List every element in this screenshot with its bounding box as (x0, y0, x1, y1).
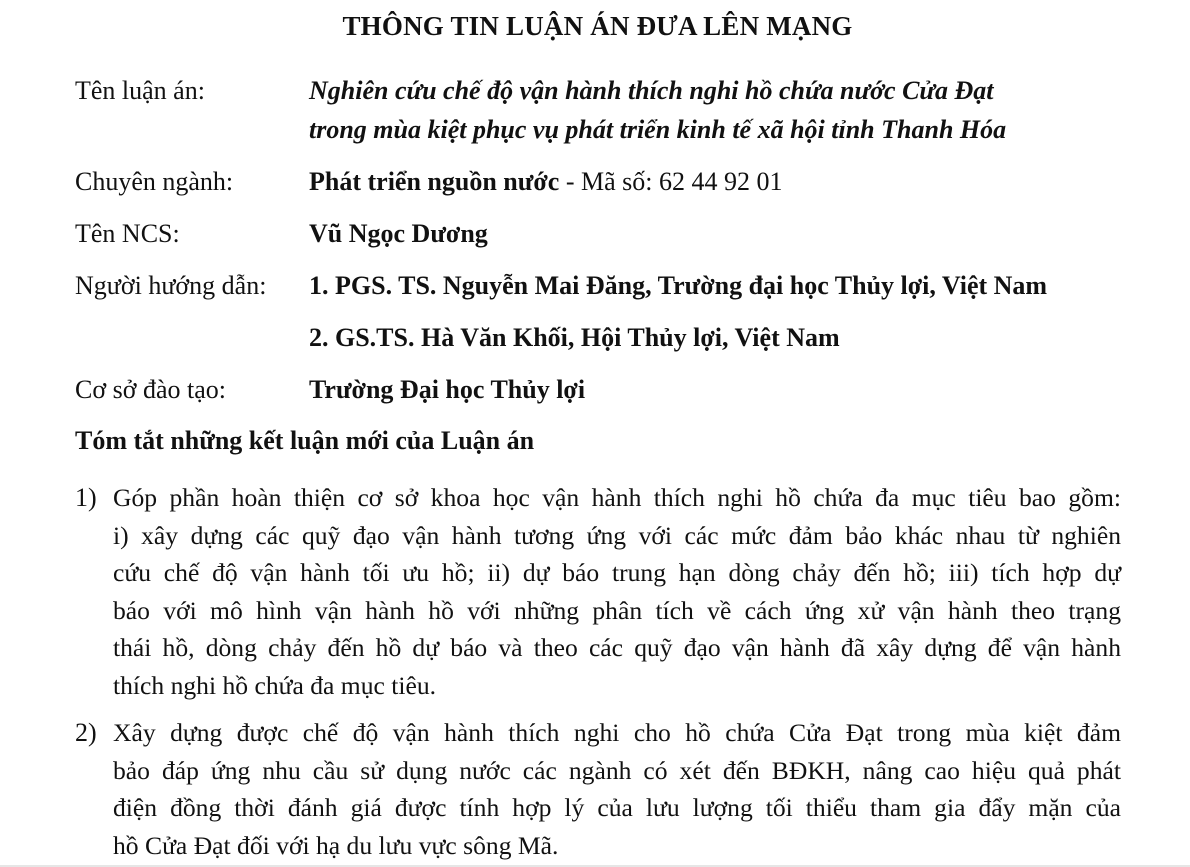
thesis-label: Tên luận án: (75, 76, 205, 105)
summary-line: i) xây dựng các quỹ đạo vận hành tương ứng với các mức đảm bảo khác nhau từ nghiên (113, 520, 1121, 550)
institution-name: Trường Đại học Thủy lợi (309, 375, 586, 404)
thesis-title (309, 71, 1006, 149)
summary-line: thái hồ, dòng chảy đến hồ dự báo và theo các quỹ đạo vận hành đã xây dựng để vận hành (113, 633, 1121, 663)
thesis-title-line: Nghiên cứu chế độ vận hành thích nghi hồ chứa nước Cửa Đạt (309, 76, 994, 105)
summary-line: cứu chế độ vận hành tối ưu hồ; ii) dự báo trung hạn dòng chảy đến hồ; iii) tích hợp dự (113, 558, 1121, 588)
summary-item-number: 2) (75, 718, 97, 747)
summary-line: thích nghi hồ chứa đa mục tiêu. (113, 670, 437, 700)
summary-line: Góp phần hoàn thiện cơ sở khoa học vận hành thích nghi hồ chứa đa mục tiêu bao gồm: (113, 483, 1121, 512)
candidate-name: Vũ Ngọc Dương (309, 219, 488, 248)
major-name: Phát triển nguồn nước (309, 167, 560, 196)
summary-item-text (113, 714, 1121, 864)
summary-line: báo với mô hình vận hành hồ với những phân tích về cách ứng xử vận hành theo trạng (113, 595, 1121, 625)
summary-line: hồ Cửa Đạt đối với hạ du lưu vực sông Mã. (113, 830, 559, 860)
major-code: - Mã số: 62 44 92 01 (559, 167, 783, 196)
thesis-title-line: trong mùa kiệt phục vụ phát triển kinh tế xã hội tỉnh Thanh Hóa (309, 115, 1007, 144)
summary-item-number: 1) (75, 483, 97, 512)
supervisor-1: 1. PGS. TS. Nguyễn Mai Đăng, Trường đại học Thủy lợi, Việt Nam (309, 271, 1048, 300)
summary-heading: Tóm tắt những kết luận mới của Luận án (75, 426, 535, 455)
institution-label: Cơ sở đào tạo: (75, 375, 226, 404)
candidate-label: Tên NCS: (75, 219, 180, 248)
supervisor-2: 2. GS.TS. Hà Văn Khối, Hội Thủy lợi, Việt Nam (309, 323, 840, 352)
summary-line: điện đồng thời đánh giá được tính hợp lý của lưu lượng tối thiểu tham gia đẩy mặn của (113, 793, 1121, 823)
page-title: THÔNG TIN LUẬN ÁN ĐƯA LÊN MẠNG (342, 11, 853, 41)
summary-item-text (113, 479, 1121, 705)
summary-line: Xây dựng được chế độ vận hành thích nghi cho hồ chứa Cửa Đạt trong mùa kiệt đảm (113, 718, 1121, 747)
major-value (309, 164, 782, 200)
summary-line: bảo đáp ứng nhu cầu sử dụng nước các ngành có xét đến BĐKH, nâng cao hiệu quả phát (113, 755, 1121, 785)
major-label: Chuyên ngành: (75, 167, 234, 196)
supervisors-label: Người hướng dẫn: (75, 271, 267, 300)
